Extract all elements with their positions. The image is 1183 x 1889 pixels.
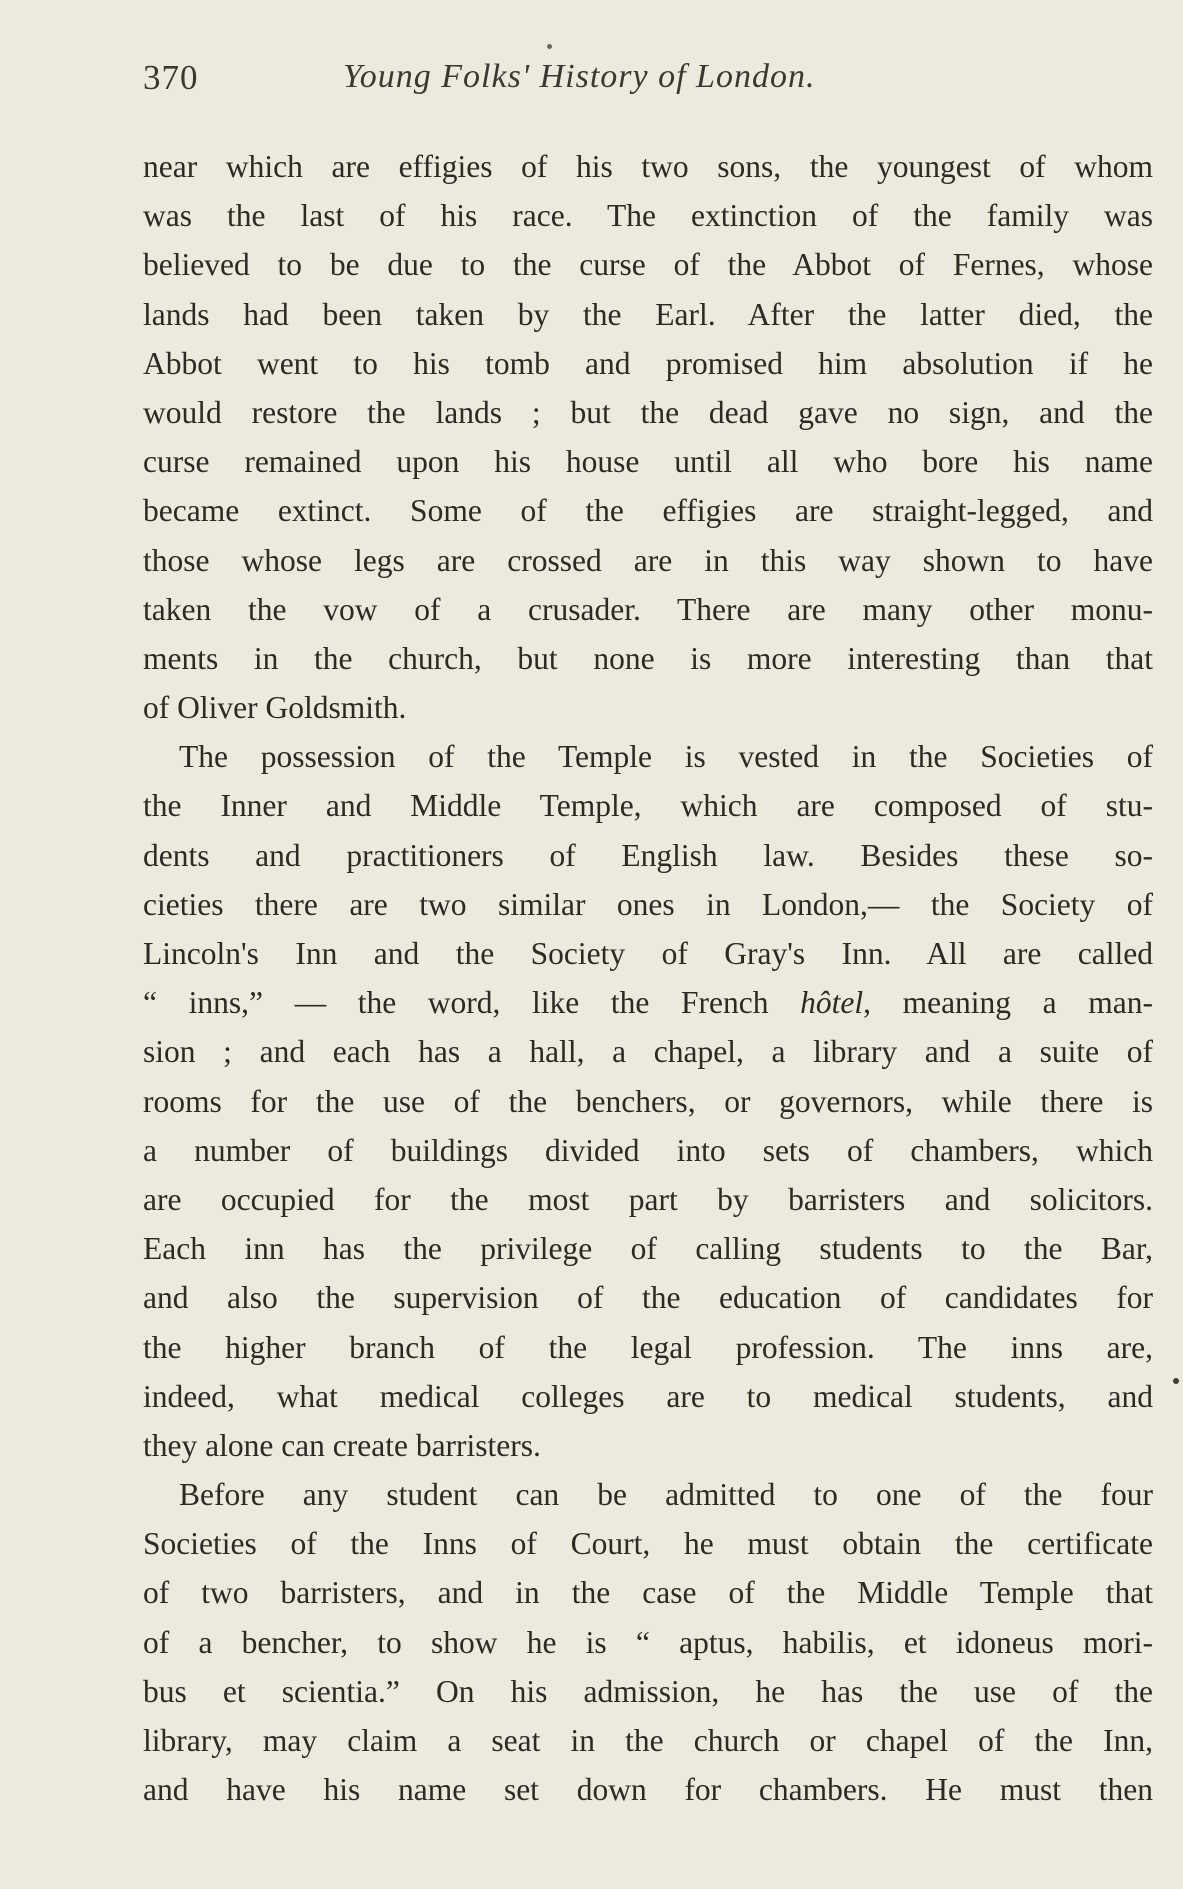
text-line: Each inn has the privilege of calling students to the Bar, xyxy=(143,1231,1153,1267)
text-line: the Inner and Middle Temple, which are composed of stu- xyxy=(143,788,1153,824)
text-line: would restore the lands ; but the dead gave no sign, and the xyxy=(143,394,1153,430)
text-line: became extinct. Some of the effigies are straight-legged, and xyxy=(143,493,1153,529)
text-line: and have his name set down for chambers. He must then xyxy=(143,1772,1153,1808)
text-line: The possession of the Temple is vested in the Societies of xyxy=(179,739,1153,775)
text-line: Societies of the Inns of Court, he must obtain the certificate xyxy=(143,1526,1153,1562)
text-line: indeed, what medical colleges are to medical students, and xyxy=(143,1378,1153,1414)
page-header xyxy=(143,58,1003,118)
text-line: cieties there are two similar ones in London,— the Society of xyxy=(143,886,1153,922)
text-line: dents and practitioners of English law. Besides these so- xyxy=(143,837,1153,873)
paragraph xyxy=(143,732,1153,1470)
italic-word: hôtel xyxy=(800,985,864,1021)
text-line: curse remained upon his house until all who bore his name xyxy=(143,444,1153,480)
text-line: taken the vow of a crusader. There are many other monu- xyxy=(143,591,1153,627)
page-number: 370 xyxy=(143,58,199,97)
text-line: ments in the church, but none is more interesting than that xyxy=(143,640,1153,676)
text-line: rooms for the use of the benchers, or governors, while there is xyxy=(143,1083,1153,1119)
ink-speck xyxy=(547,44,552,49)
text-line: and also the supervision of the education of candidates for xyxy=(143,1280,1153,1316)
text-line: the higher branch of the legal profession. The inns are, xyxy=(143,1329,1153,1365)
text-line: Abbot went to his tomb and promised him absolution if he xyxy=(143,345,1153,381)
text-line: believed to be due to the curse of the Abbot of Fernes, whose xyxy=(143,247,1153,283)
text-line: Lincoln's Inn and the Society of Gray's Inn. All are called xyxy=(143,936,1153,971)
running-title: Young Folks' History of London. xyxy=(343,58,816,95)
text-line: was the last of his race. The extinction of the family was xyxy=(143,198,1153,234)
paragraph xyxy=(143,142,1153,732)
ink-speck xyxy=(1173,1378,1179,1384)
text-line: Before any student can be admitted to one of the four xyxy=(179,1477,1153,1513)
text-line: “ inns,” — the word, like the French hôtel, meaning a man- xyxy=(143,985,1153,1021)
text-line: of two barristers, and in the case of the Middle Temple that xyxy=(143,1575,1153,1611)
text-line: bus et scientia.” On his admission, he has the use of the xyxy=(143,1673,1153,1709)
paragraph xyxy=(143,1470,1153,1814)
text-line: a number of buildings divided into sets of chambers, which xyxy=(143,1132,1153,1168)
text-line: of Oliver Goldsmith. xyxy=(143,690,407,726)
text-line: near which are effigies of his two sons, the youngest of whom xyxy=(143,149,1153,184)
text-line: they alone can create barristers. xyxy=(143,1427,541,1463)
text-line: of a bencher, to show he is “ aptus, habilis, et idoneus mori- xyxy=(143,1624,1153,1660)
text-line: are occupied for the most part by barristers and solicitors. xyxy=(143,1181,1153,1217)
body-text xyxy=(143,142,1153,1814)
text-line: sion ; and each has a hall, a chapel, a library and a suite of xyxy=(143,1034,1153,1070)
text-line: lands had been taken by the Earl. After the latter died, the xyxy=(143,296,1153,332)
text-line: those whose legs are crossed are in this way shown to have xyxy=(143,542,1153,578)
text-line: library, may claim a seat in the church or chapel of the Inn, xyxy=(143,1723,1153,1758)
